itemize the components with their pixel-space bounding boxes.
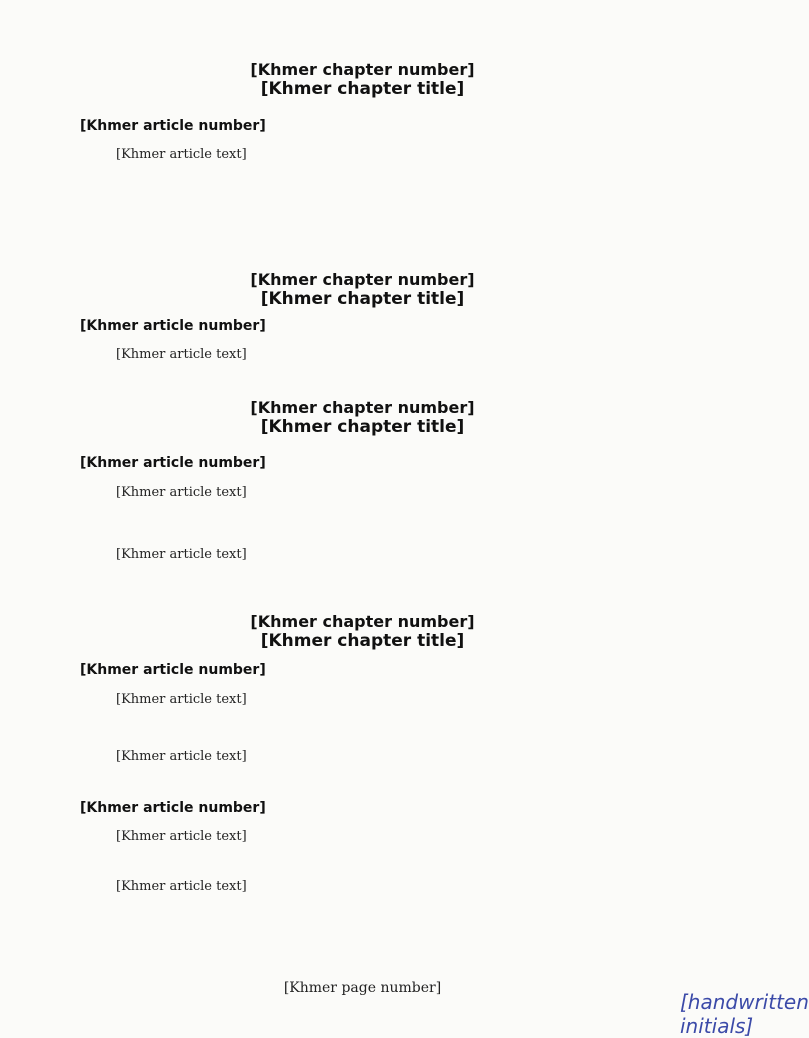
article-paragraph: [Khmer article text] (116, 547, 247, 562)
article-label: [Khmer article number] (80, 455, 266, 471)
article-label: [Khmer article number] (80, 118, 266, 134)
chapter-title: [Khmer chapter title] (260, 289, 465, 309)
chapter-number: [Khmer chapter number] (250, 60, 475, 79)
article-paragraph: [Khmer article text] (116, 829, 247, 844)
article-paragraph: [Khmer article text] (116, 692, 247, 707)
chapter-heading (0, 398, 725, 437)
chapter-heading (0, 60, 725, 99)
chapter-heading (0, 270, 725, 309)
page-number: [Khmer page number] (283, 980, 442, 996)
handwritten-initials: [handwritten initials] (680, 990, 809, 1038)
chapter-title: [Khmer chapter title] (260, 631, 465, 651)
chapter-title: [Khmer chapter title] (260, 417, 465, 437)
article-paragraph: [Khmer article text] (116, 347, 247, 362)
chapter-number: [Khmer chapter number] (250, 270, 475, 289)
chapter-heading (0, 612, 725, 651)
article-label: [Khmer article number] (80, 318, 266, 334)
article-paragraph: [Khmer article text] (116, 879, 247, 894)
article-paragraph: [Khmer article text] (116, 147, 247, 162)
article-paragraph: [Khmer article text] (116, 485, 247, 500)
article-label: [Khmer article number] (80, 800, 266, 816)
chapter-title: [Khmer chapter title] (260, 79, 465, 99)
chapter-number: [Khmer chapter number] (250, 398, 475, 417)
article-paragraph: [Khmer article text] (116, 749, 247, 764)
article-label: [Khmer article number] (80, 662, 266, 678)
chapter-number: [Khmer chapter number] (250, 612, 475, 631)
